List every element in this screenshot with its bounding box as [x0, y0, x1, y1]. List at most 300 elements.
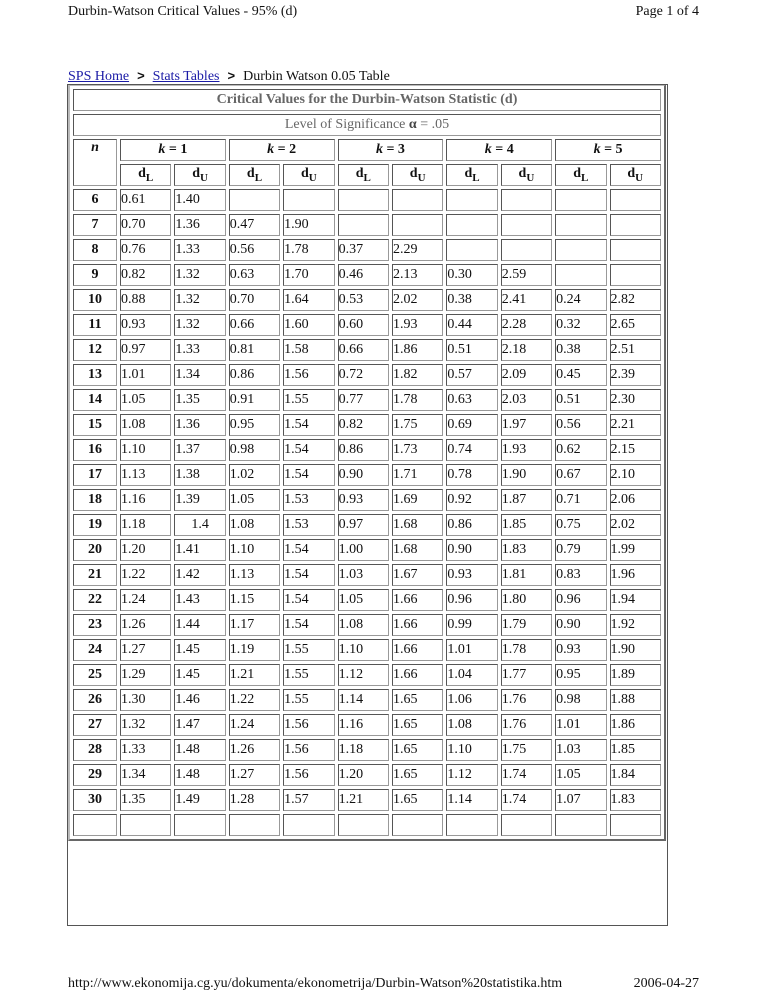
value-cell: 1.85 [610, 739, 661, 761]
value-cell: 1.33 [174, 239, 225, 261]
value-cell: 0.53 [338, 289, 389, 311]
value-cell: 1.55 [283, 664, 334, 686]
value-cell: 2.21 [610, 414, 661, 436]
value-cell: 0.86 [229, 364, 280, 386]
value-cell: 1.39 [174, 489, 225, 511]
value-cell: 1.21 [229, 664, 280, 686]
table-row [73, 414, 661, 436]
value-cell: 1.07 [555, 789, 606, 811]
empty-cell [610, 814, 661, 836]
footer-date: 2006-04-27 [633, 976, 699, 991]
table-row [73, 589, 661, 611]
value-cell: 1.15 [229, 589, 280, 611]
value-cell: 0.93 [446, 564, 497, 586]
value-cell: 2.02 [610, 514, 661, 536]
table-row [73, 564, 661, 586]
value-cell: 1.60 [283, 314, 334, 336]
value-cell: 1.10 [229, 539, 280, 561]
value-cell: 0.95 [229, 414, 280, 436]
d-letter: d [192, 166, 200, 181]
n-cell: 19 [73, 514, 117, 536]
value-cell: 1.65 [392, 714, 443, 736]
table-row [73, 389, 661, 411]
value-cell: 2.30 [610, 389, 661, 411]
n-cell: 17 [73, 464, 117, 486]
d-subscript: L [581, 172, 589, 184]
table-row [73, 339, 661, 361]
value-cell: 1.21 [338, 789, 389, 811]
value-cell: 1.08 [120, 414, 171, 436]
value-cell: 1.49 [174, 789, 225, 811]
durbin-watson-table [68, 84, 666, 841]
value-cell [555, 264, 606, 286]
value-cell: 1.71 [392, 464, 443, 486]
n-cell: 27 [73, 714, 117, 736]
value-cell [446, 214, 497, 236]
table-row [73, 614, 661, 636]
d-letter: d [409, 166, 418, 181]
n-cell: 25 [73, 664, 117, 686]
value-cell: 1.83 [610, 789, 661, 811]
value-cell: 0.62 [555, 439, 606, 461]
value-cell: 1.27 [120, 639, 171, 661]
significance-value: = .05 [416, 117, 450, 132]
value-cell: 1.35 [174, 389, 225, 411]
value-cell: 0.45 [555, 364, 606, 386]
value-cell: 1.24 [120, 589, 171, 611]
k-label: k [158, 142, 166, 157]
value-cell [610, 239, 661, 261]
value-cell: 1.90 [283, 214, 334, 236]
breadcrumb-current: Durbin Watson 0.05 Table [243, 69, 390, 84]
value-cell: 1.03 [555, 739, 606, 761]
n-cell: 20 [73, 539, 117, 561]
value-cell: 0.90 [338, 464, 389, 486]
value-cell: 1.19 [229, 639, 280, 661]
value-cell: 0.83 [555, 564, 606, 586]
value-cell: 1.93 [392, 314, 443, 336]
value-cell: 1.48 [174, 739, 225, 761]
value-cell: 1.54 [283, 564, 334, 586]
n-cell: 22 [73, 589, 117, 611]
value-cell: 1.16 [338, 714, 389, 736]
value-cell: 1.12 [446, 764, 497, 786]
value-cell: 2.15 [610, 439, 661, 461]
n-cell: 30 [73, 789, 117, 811]
value-cell: 2.39 [610, 364, 661, 386]
n-cell: 21 [73, 564, 117, 586]
value-cell: 1.37 [174, 439, 225, 461]
value-cell: 1.73 [392, 439, 443, 461]
value-cell: 0.38 [555, 339, 606, 361]
breadcrumb-home-link[interactable]: SPS Home [68, 69, 130, 84]
table-row [73, 439, 661, 461]
k-header [120, 139, 226, 161]
d-subscript: L [363, 172, 371, 184]
value-cell: 1.14 [338, 689, 389, 711]
value-cell: 1.06 [446, 689, 497, 711]
empty-cell [392, 814, 443, 836]
value-cell: 1.79 [501, 614, 552, 636]
value-cell: 0.76 [120, 239, 171, 261]
value-cell: 1.53 [283, 489, 334, 511]
value-cell: 1.45 [174, 639, 225, 661]
value-cell: 1.18 [338, 739, 389, 761]
value-cell: 1.10 [338, 639, 389, 661]
empty-cell [174, 814, 225, 836]
k-value: = 5 [604, 142, 623, 157]
value-cell [501, 239, 552, 261]
value-cell: 2.02 [392, 289, 443, 311]
table-row [73, 189, 661, 211]
value-cell: 2.18 [501, 339, 552, 361]
value-cell: 0.67 [555, 464, 606, 486]
value-cell: 1.16 [120, 489, 171, 511]
value-cell: 0.82 [120, 264, 171, 286]
value-cell: 0.97 [120, 339, 171, 361]
value-cell: 0.97 [338, 514, 389, 536]
breadcrumb-stats-tables-link[interactable]: Stats Tables [152, 69, 220, 84]
value-cell: 1.13 [120, 464, 171, 486]
d-letter: d [627, 166, 636, 181]
n-cell: 7 [73, 214, 117, 236]
value-cell: 1.29 [120, 664, 171, 686]
value-cell: 1.32 [174, 314, 225, 336]
value-cell: 0.93 [338, 489, 389, 511]
k-header [338, 139, 444, 161]
d-letter: d [300, 166, 309, 181]
n-cell: 8 [73, 239, 117, 261]
d-subscript: L [472, 172, 480, 184]
value-cell: 1.22 [229, 689, 280, 711]
value-cell: 1.89 [610, 664, 661, 686]
value-cell [446, 239, 497, 261]
value-cell: 1.92 [610, 614, 661, 636]
d-letter: d [355, 166, 364, 181]
value-cell: 1.57 [283, 789, 334, 811]
value-cell: 2.10 [610, 464, 661, 486]
value-cell: 0.47 [229, 214, 280, 236]
n-cell: 13 [73, 364, 117, 386]
value-cell: 1.90 [501, 464, 552, 486]
value-cell: 0.57 [446, 364, 497, 386]
breadcrumb-separator: > [137, 68, 145, 83]
k-value: = 2 [277, 142, 297, 157]
value-cell: 0.90 [555, 614, 606, 636]
table-row [73, 714, 661, 736]
value-cell: 1.66 [392, 639, 443, 661]
table-row [73, 239, 661, 261]
empty-cell [446, 814, 497, 836]
value-cell: 0.96 [555, 589, 606, 611]
value-cell: 1.01 [120, 364, 171, 386]
value-cell [338, 189, 389, 211]
k-value: = 1 [168, 142, 188, 157]
value-cell: 2.09 [501, 364, 552, 386]
value-cell: 1.76 [501, 689, 552, 711]
value-cell: 0.24 [555, 289, 606, 311]
value-cell: 0.63 [446, 389, 497, 411]
value-cell: 1.48 [174, 764, 225, 786]
value-cell: 2.41 [501, 289, 552, 311]
value-cell: 1.33 [120, 739, 171, 761]
value-cell: 1.54 [283, 439, 334, 461]
value-cell [283, 189, 334, 211]
value-cell: 1.33 [174, 339, 225, 361]
du-header [501, 164, 552, 186]
d-letter: d [573, 166, 582, 181]
value-cell: 0.92 [446, 489, 497, 511]
k-header [229, 139, 335, 161]
value-cell [610, 189, 661, 211]
value-cell: 1.83 [501, 539, 552, 561]
value-cell: 1.30 [120, 689, 171, 711]
value-cell: 1.66 [392, 589, 443, 611]
value-cell: 2.28 [501, 314, 552, 336]
value-cell: 1.32 [174, 264, 225, 286]
value-cell: 2.29 [392, 239, 443, 261]
n-cell: 12 [73, 339, 117, 361]
table-row [73, 689, 661, 711]
value-cell: 0.96 [446, 589, 497, 611]
value-cell: 1.76 [501, 714, 552, 736]
table-row [73, 789, 661, 811]
value-cell: 0.93 [555, 639, 606, 661]
value-cell: 1.20 [338, 764, 389, 786]
value-cell: 1.65 [392, 789, 443, 811]
value-cell: 1.86 [392, 339, 443, 361]
empty-cell [338, 814, 389, 836]
table-row [73, 814, 661, 836]
value-cell: 1.36 [174, 414, 225, 436]
value-cell: 1.32 [174, 289, 225, 311]
value-cell: 1.27 [229, 764, 280, 786]
n-cell: 15 [73, 414, 117, 436]
table-row [73, 639, 661, 661]
value-cell [555, 239, 606, 261]
n-cell: 26 [73, 689, 117, 711]
value-cell: 1.55 [283, 639, 334, 661]
value-cell: 1.12 [338, 664, 389, 686]
n-cell: 18 [73, 489, 117, 511]
table-row [73, 514, 661, 536]
value-cell: 1.81 [501, 564, 552, 586]
value-cell [392, 189, 443, 211]
n-cell: 14 [73, 389, 117, 411]
value-cell: 1.54 [283, 464, 334, 486]
value-cell: 0.51 [555, 389, 606, 411]
value-cell: 1.43 [174, 589, 225, 611]
value-cell: 1.84 [610, 764, 661, 786]
value-cell: 1.77 [501, 664, 552, 686]
value-cell: 0.98 [229, 439, 280, 461]
value-cell: 0.77 [338, 389, 389, 411]
value-cell: 0.44 [446, 314, 497, 336]
value-cell: 1.40 [174, 189, 225, 211]
value-cell: 1.82 [392, 364, 443, 386]
significance-label: Level of Significance [284, 117, 406, 132]
value-cell: 1.18 [120, 514, 171, 536]
value-cell: 1.10 [120, 439, 171, 461]
d-subscript: U [635, 172, 644, 184]
footer-url: http://www.ekonomija.cg.yu/dokumenta/ekonometrija/Durbin-Watson%20statistika.htm [68, 976, 563, 991]
value-cell: 0.82 [338, 414, 389, 436]
value-cell: 1.00 [338, 539, 389, 561]
empty-cell [120, 814, 171, 836]
d-subscript: U [526, 172, 535, 184]
value-cell: 1.05 [555, 764, 606, 786]
value-cell: 1.65 [392, 739, 443, 761]
value-cell [446, 189, 497, 211]
value-cell: 2.13 [392, 264, 443, 286]
n-cell: 10 [73, 289, 117, 311]
value-cell: 0.88 [120, 289, 171, 311]
empty-cell [283, 814, 334, 836]
value-cell: 1.87 [501, 489, 552, 511]
du-header [283, 164, 334, 186]
k-value: = 3 [386, 142, 405, 157]
d-letter: d [464, 166, 473, 181]
value-cell: 1.99 [610, 539, 661, 561]
table-title: Critical Values for the Durbin-Watson Statistic (d) [73, 89, 661, 111]
k-label: k [593, 142, 601, 157]
dl-header [446, 164, 497, 186]
value-cell: 1.36 [174, 214, 225, 236]
value-cell: 1.75 [392, 414, 443, 436]
n-cell: 11 [73, 314, 117, 336]
value-cell: 0.69 [446, 414, 497, 436]
d-letter: d [246, 166, 255, 181]
value-cell: 1.67 [392, 564, 443, 586]
k-header [555, 139, 661, 161]
value-cell: 2.51 [610, 339, 661, 361]
table-row [73, 664, 661, 686]
value-cell [338, 214, 389, 236]
value-cell: 0.91 [229, 389, 280, 411]
value-cell: 0.90 [446, 539, 497, 561]
empty-cell [501, 814, 552, 836]
du-header [392, 164, 443, 186]
value-cell: 1.14 [446, 789, 497, 811]
du-header [610, 164, 661, 186]
value-cell: 1.20 [120, 539, 171, 561]
value-cell: 1.97 [501, 414, 552, 436]
dl-header [120, 164, 171, 186]
value-cell: 1.46 [174, 689, 225, 711]
value-cell: 0.99 [446, 614, 497, 636]
value-cell: 0.93 [120, 314, 171, 336]
table-frame [67, 84, 668, 926]
value-cell: 1.05 [229, 489, 280, 511]
value-cell: 1.66 [392, 664, 443, 686]
value-cell: 0.98 [555, 689, 606, 711]
empty-cell [555, 814, 606, 836]
value-cell: 1.04 [446, 664, 497, 686]
table-row [73, 464, 661, 486]
value-cell: 1.10 [446, 739, 497, 761]
value-cell: 1.44 [174, 614, 225, 636]
value-cell: 0.56 [555, 414, 606, 436]
value-cell: 1.02 [229, 464, 280, 486]
value-cell: 0.66 [338, 339, 389, 361]
value-cell: 1.24 [229, 714, 280, 736]
value-cell: 1.85 [501, 514, 552, 536]
value-cell: 0.86 [338, 439, 389, 461]
value-cell: 1.78 [392, 389, 443, 411]
value-cell: 1.05 [120, 389, 171, 411]
value-cell: 0.72 [338, 364, 389, 386]
table-row [73, 214, 661, 236]
value-cell [501, 214, 552, 236]
table-row [73, 764, 661, 786]
value-cell: 1.78 [283, 239, 334, 261]
table-row [73, 264, 661, 286]
value-cell: 1.78 [501, 639, 552, 661]
value-cell: 0.70 [229, 289, 280, 311]
value-cell: 0.81 [229, 339, 280, 361]
value-cell: 1.08 [446, 714, 497, 736]
value-cell: 1.75 [501, 739, 552, 761]
value-cell: 1.54 [283, 614, 334, 636]
value-cell: 1.35 [120, 789, 171, 811]
d-subscript: U [308, 172, 317, 184]
value-cell: 1.42 [174, 564, 225, 586]
value-cell: 1.53 [283, 514, 334, 536]
value-cell: 2.06 [610, 489, 661, 511]
value-cell: 0.86 [446, 514, 497, 536]
value-cell: 2.59 [501, 264, 552, 286]
value-cell: 1.56 [283, 714, 334, 736]
breadcrumb [68, 68, 390, 85]
table-row [73, 364, 661, 386]
value-cell [610, 264, 661, 286]
value-cell: 1.03 [338, 564, 389, 586]
value-cell: 1.56 [283, 739, 334, 761]
value-cell: 0.56 [229, 239, 280, 261]
value-cell: 1.54 [283, 589, 334, 611]
value-cell: 1.74 [501, 764, 552, 786]
value-cell: 1.56 [283, 364, 334, 386]
du-header [174, 164, 225, 186]
breadcrumb-separator: > [227, 68, 236, 83]
value-cell: 1.28 [229, 789, 280, 811]
value-cell: 0.51 [446, 339, 497, 361]
significance-level [73, 114, 661, 136]
value-cell [610, 214, 661, 236]
value-cell: 1.93 [501, 439, 552, 461]
d-subscript: U [417, 172, 426, 184]
value-cell: 2.65 [610, 314, 661, 336]
value-cell: 1.86 [610, 714, 661, 736]
k-label: k [484, 142, 492, 157]
document-title: Durbin-Watson Critical Values - 95% (d) [68, 4, 298, 19]
value-cell: 0.46 [338, 264, 389, 286]
k-header [446, 139, 552, 161]
dl-header [338, 164, 389, 186]
value-cell: 1.22 [120, 564, 171, 586]
value-cell: 0.75 [555, 514, 606, 536]
n-column-header: n [73, 139, 117, 186]
n-cell: 16 [73, 439, 117, 461]
value-cell: 0.74 [446, 439, 497, 461]
value-cell [392, 214, 443, 236]
value-cell: 1.64 [283, 289, 334, 311]
value-cell: 1.26 [120, 614, 171, 636]
value-cell: 2.03 [501, 389, 552, 411]
value-cell: 1.47 [174, 714, 225, 736]
empty-cell [229, 814, 280, 836]
d-subscript: U [200, 172, 208, 184]
